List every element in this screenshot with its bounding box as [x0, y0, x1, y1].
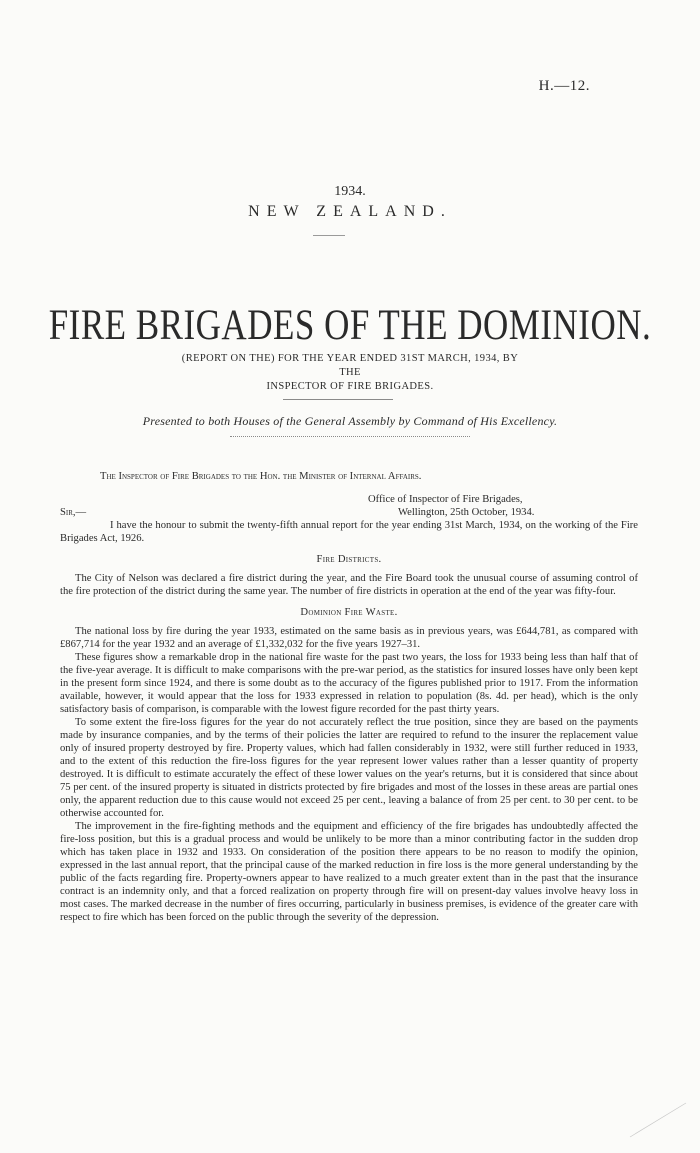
office-block: [368, 493, 638, 519]
report-subtitle: [175, 352, 525, 394]
office-line-1: Office of Inspector of Fire Brigades,: [368, 494, 523, 505]
divider-dotted: [230, 436, 470, 437]
divider-upper: [283, 399, 393, 400]
paragraph-fire-waste-4: The improvement in the fire-fighting methods and the equipment and efficiency of the fire brigades has undoubtedly affected the fire-loss position, but this is a gradual process and would be unlikely to be more than a minor contributing factor in the sudden drop which has taken place in 1932 and 1933. On consideration of the position there appears to be no reason to modify the opinion, expressed in the last annual report, that the principal cause of the marked reduction in fire loss is the more general understanding by the public of the facts regarding fire. Property-owners appear to have realized to a much greater extent than in the past that the insurance contract is an indemnity only, and that a forced realization on property through fire will on present-day values involve heavy loss in most cases. The marked decrease in the number of fires occurring, particularly in business premises, is evidence of the greater care with respect to fire which has been forced on the public through the severity of the depression.: [60, 821, 638, 923]
paragraph-fire-waste-2: These figures show a remarkable drop in the national fire waste for the past two years, the loss for 1933 being less than half that of the five-year average. It is difficult to make comparisons with the pre-war period, as the statistics for insured losses have only been kept in the present form since 1924, and there is some doubt as to the accuracy of the figures published prior to 1917. From the information available, however, it would appear that the loss for 1933 expressed in relation to population (8s. 4d. per head), which is the only satisfactory basis of comparison, is comparable with the lowest figure recorded for the past thirty years.: [60, 652, 638, 715]
document-year: 1934.: [334, 184, 366, 199]
page-number: H.—12.: [538, 78, 590, 94]
paragraph-fire-districts: The City of Nelson was declared a fire district during the year, and the Fire Board took the unusual course of assuming control of the fire protection of the district during the same year. The number of fire districts in operation at the end of the year was fifty-four.: [60, 573, 638, 597]
letter-address: The Inspector of Fire Brigades to the Hon. the Minister of Internal Affairs.: [100, 471, 422, 482]
country-heading: NEW ZEALAND.: [248, 203, 452, 220]
divider-short: [313, 235, 345, 236]
subtitle-line-2: INSPECTOR OF FIRE BRIGADES.: [266, 381, 434, 392]
section-heading-fire-waste: Dominion Fire Waste.: [300, 607, 398, 618]
paragraph-fire-waste-3: To some extent the fire-loss figures for the year do not accurately reflect the true position, since they are based on the payments made by insurance companies, and by the terms of their policies the latter are required to refund to the insurer the replacement value only of insured property destroyed by fire. Property values, which had fallen considerably in 1932, were still further reduced in 1933, and to the extent of this reduction the fire-loss figures for the year represent lower values rather than a lesser quantity of property destroyed. It is difficult to estimate accurately the effect of these lower values on the year's returns, but it is considered that since about 75 per cent. of the insured property is situated in districts protected by fire brigades and most of the losses in these areas are partial ones only, the apparent reduction due to this cause would not exceed 25 per cent., leaving a balance of from 25 per cent. to 30 per cent. to be otherwise accounted for.: [60, 717, 638, 819]
report-body: [60, 470, 638, 924]
section-heading-fire-districts: Fire Districts.: [316, 554, 382, 565]
letter-header: [60, 493, 638, 519]
office-date: Wellington, 25th October, 1934.: [398, 507, 535, 518]
presented-note: Presented to both Houses of the General Assembly by Command of His Excellency.: [142, 414, 558, 428]
salutation: Sir,—: [60, 507, 87, 518]
scan-mark: [628, 1099, 688, 1139]
paragraph-fire-waste-1: The national loss by fire during the year 1933, estimated on the same basis as in previous years, was £644,781, as compared with £867,714 for the year 1932 and an average of £1,332,032 for the five years 1927–31.: [60, 626, 638, 650]
letter-intro: I have the honour to submit the twenty-fifth annual report for the year ending 31st March, 1934, on the working of the Fire Brigades Act, 1926.: [60, 520, 638, 544]
subtitle-line-1: (REPORT ON THE) FOR THE YEAR ENDED 31ST MARCH, 1934, BY THE: [181, 353, 519, 378]
report-title: FIRE BRIGADES OF THE DOMINION.: [48, 300, 652, 349]
